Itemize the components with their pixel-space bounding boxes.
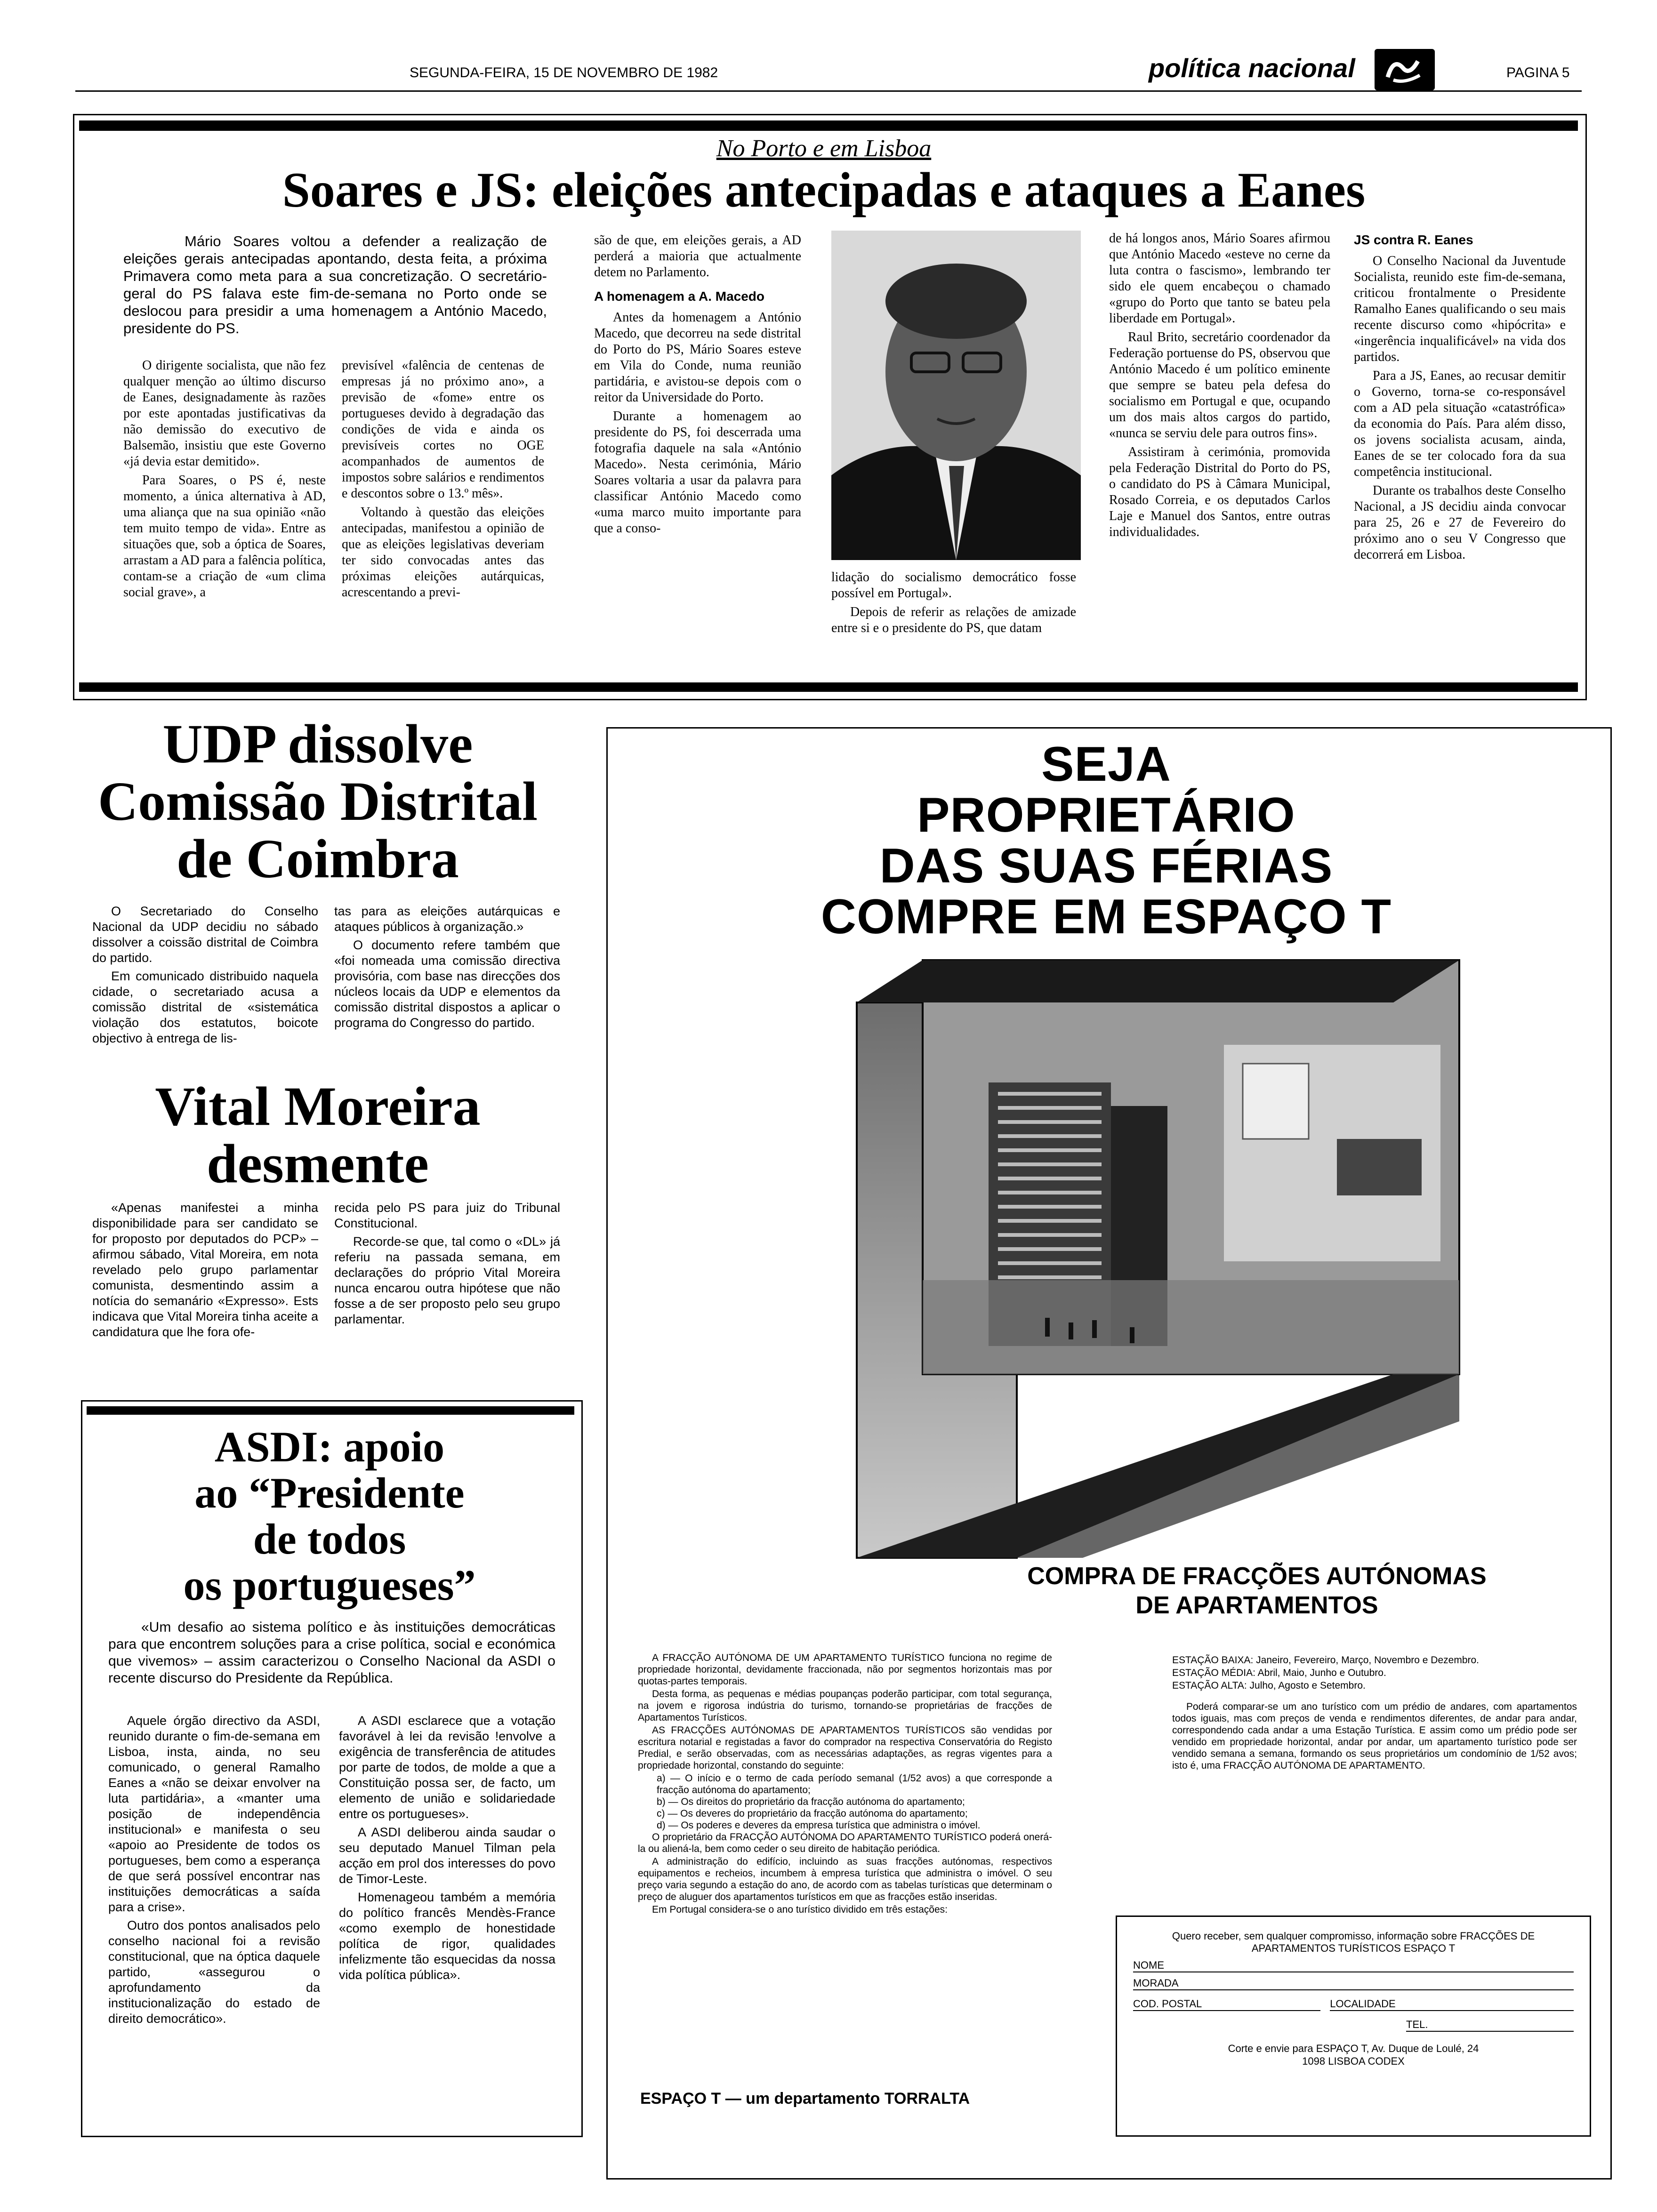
vital-column-2 — [334, 1200, 560, 1330]
article-column-3 — [594, 232, 801, 539]
ad-subtitle-line: DE APARTAMENTOS — [1135, 1592, 1378, 1619]
paragraph: AS FRACÇÕES AUTÓNOMAS DE APARTAMENTOS TURÍSTICOS são vendidas por escritura notarial e registadas a favor do comprador na respectiva Conservatória do Registo Predial, e serão observadas, com as necessárias adaptações, as regras vigentes para a propriedade horizontal, constando do seguinte: — [638, 1725, 1052, 1771]
paragraph: Em Portugal considera-se o ano turístico dividido em três estações: — [652, 1904, 948, 1915]
udp-headline — [61, 715, 574, 888]
page-number: PAGINA 5 — [1506, 65, 1570, 80]
season-item: ESTAÇÃO ALTA: Julho, Agosto e Setembro. — [1172, 1680, 1366, 1691]
ad-coupon — [1116, 1915, 1591, 2137]
issue-date: SEGUNDA-FEIRA, 15 DE NOVEMBRO DE 1982 — [410, 65, 718, 80]
list-item: d) — Os poderes e deveres da empresa turística que administra o imóvel. — [657, 1820, 981, 1831]
building-cube-illustration — [847, 951, 1469, 1563]
paragraph: tas para as eleições autárquicas e ataques públicos à organização.» — [334, 904, 560, 934]
paragraph: de há longos anos, Mário Soares afirmou que António Macedo «esteve no cerne da luta contra o fascismo», lembrando ter sido ele quem encabeçou o chamado «grupo do Porto que tanto se bateu pela liberdade em Portugal». — [1109, 231, 1330, 326]
paragraph: Durante os trabalhos deste Conselho Nacional, a JS decidiu ainda convocar para 25, 26 e 27 de Fevereiro do próximo ano o seu V Congresso que decorrerá em Lisboa. — [1354, 483, 1566, 562]
headline-line: desmente — [207, 1133, 429, 1194]
paragraph: Durante a homenagem ao presidente do PS, foi descerrada uma fotografia daquele na sala «António Macedo». Nesta cerimónia, Mário Soares voltaria a usar da palavra para classificar António Macedo como «uma marco muito importante para que a conso- — [594, 409, 801, 536]
headline-line: ao “Presidente — [194, 1469, 465, 1517]
paragraph: O proprietário da FRACÇÃO AUTÓNOMA DO APARTAMENTO TURÍSTICO poderá onerá-la ou aliená-la, bem como ceder o seu direito de habitação periódica. — [638, 1832, 1052, 1854]
field-label: COD. POSTAL — [1133, 1998, 1205, 2010]
paragraph: O Conselho Nacional da Juventude Socialista, reunido este fim-de-semana, criticou frontalmente o Presidente Ramalho Eanes qualificando o seu mais recente discurso como «hipócrita» e «ingerência inqualificável» na vida dos partidos. — [1354, 254, 1566, 364]
paragraph: A ASDI esclarece que a votação favorável à lei da revisão !envolve a exigência de transferência de atitudes por parte de todos, de molde a que a Constituição possa ser, de facto, um elemento de união e solidariedade entre os portugueses». — [339, 1714, 555, 1821]
headline-line: de Coimbra — [177, 828, 459, 890]
list-item: c) — Os deveres do proprietário da fracção autónoma do apartamento; — [657, 1808, 968, 1819]
vital-column-1 — [92, 1200, 318, 1343]
headline-line: ASDI: apoio — [214, 1423, 445, 1471]
article-column-1 — [123, 358, 326, 603]
asdi-lead: «Um desafio ao sistema político e às instituições democráticas para que encontrem soluções para a crise política, social e económica que vivemos» – assim caracterizou o Conselho Nacional da ASDI o recente discurso do Presidente da República. — [108, 1619, 555, 1686]
paragraph: recida pelo PS para juiz do Tribunal Constitucional. — [334, 1201, 560, 1230]
address-line: Corte e envie para ESPAÇO T, Av. Duque de Loulé, 24 — [1228, 2043, 1479, 2054]
field-label: MORADA — [1133, 1977, 1182, 1989]
paragraph: A administração do edifício, incluindo as suas fracções autónomas, respectivos equipamentos e recheios, incumbem à empresa turística que administra o imóvel. O seu preço varia segundo a estação do ano, de acordo com as tabelas turísticas que determinam o preço de aluguer dos apartamentos turísticos em que as fracções estão inseridas. — [638, 1856, 1052, 1902]
paragraph: Em comunicado distribuido naquela cidade, o secretariado acusa a comissão distrital de «sistemática violação dos estatutos, boicote objectivo à entrega de lis- — [92, 969, 318, 1045]
field-label: NOME — [1133, 1959, 1167, 1972]
article-column-4 — [831, 569, 1076, 639]
headline-line: UDP dissolve — [162, 713, 473, 775]
article-column-2 — [342, 358, 544, 603]
paragraph: Aquele órgão directivo da ASDI, reunido durante o fim-de-semana em Lisboa, insta, ainda, no seu comunicado, o general Ramalho Eanes a «não se deixar envolver na luta partidária», a «manter uma posição de independência institucional» e manifesta o seu «apoio ao Presidente de todos os portugueses, bem como a esperança de que será possível encontrar nas instituições democráticas a saída para a crise». — [108, 1714, 320, 1914]
season-item: ESTAÇÃO BAIXA: Janeiro, Fevereiro, Março, Novembro e Dezembro. — [1172, 1655, 1480, 1666]
paragraph: «Apenas manifestei a minha disponibilidade para ser candidato se for proposto por deputados do PCP» – afirmou sábado, Vital Moreira, em nota revelado pelo grupo parlamentar comunista, desmentindo assim a notícia do semanário «Expresso». Ests indicava que Vital Moreira tinha aceite a candidatura que lhe fora ofe- — [92, 1201, 318, 1339]
coupon-intro: Quero receber, sem qualquer compromisso, informação sobre FRACÇÕES DE APARTAMENTOS TURÍSTICOS ESPAÇO T — [1172, 1930, 1535, 1954]
paragraph: previsível «falência de centenas de empresas já no próximo ano», a previsão de «fome» entre os portugueses devido à degradação das condições de vida e ainda os previsíveis cortes no OGE acompanhados de aumentos de impostos sobre salários e rendimentos e descontos sobre o 13.º mês». — [342, 358, 544, 501]
subhead-js-eanes: JS contra R. Eanes — [1354, 232, 1473, 247]
address-line: 1098 LISBOA CODEX — [1302, 2055, 1405, 2067]
subhead-homenagem: A homenagem a A. Macedo — [594, 289, 765, 304]
section-title: política nacional — [1149, 53, 1355, 83]
paragraph: Para Soares, o PS é, neste momento, a única alternativa à AD, uma aliança que na sua opinião «não tem muito tempo de vida». Entre as situações que, sob a óptica de Soares, arrastam a AD para a falência política, contam-se a criação de «um clima social grave», a — [123, 473, 326, 600]
asdi-column-1 — [108, 1713, 320, 2029]
paragraph: lidação do socialismo democrático fosse possível em Portugal». — [831, 570, 1076, 601]
field-label: LOCALIDADE — [1330, 1998, 1398, 2010]
ad-subtitle-line: COMPRA DE FRACÇÕES AUTÓNOMAS — [1027, 1563, 1487, 1590]
ad-footer: ESPAÇO T — um departamento TORRALTA — [640, 2090, 970, 2108]
paragraph: O dirigente socialista, que não fez qualquer menção ao último discurso de Eanes, designadamente às razões por este apontadas justificativas da não demissão do executivo de Balsemão, insistiu que este Governo «já devia estar demitido». — [123, 358, 326, 469]
coupon-postal-field[interactable] — [1133, 1996, 1320, 2011]
coupon-locality-field[interactable] — [1330, 1996, 1574, 2011]
paragraph: são de que, em eleições gerais, a AD perderá a maioria que actualmente detem no Parlamento. — [594, 233, 801, 280]
udp-column-2 — [334, 904, 560, 1034]
paragraph: Recorde-se que, tal como o «DL» já referiu na passada semana, em declarações do próprio Vital Moreira nunca encarou outra hipótese que não fosse a de ser proposto pelo seu grupo parlamentar. — [334, 1234, 560, 1326]
ad-fine-print-right — [1172, 1654, 1577, 1772]
paragraph: Homenageou também a memória do político francês Mendès-France «como exemplo de honestidade política de rigor, qualidades infelizmente tão esquecidas da nossa vida política pública». — [339, 1890, 555, 1982]
paragraph: Poderá comparar-se um ano turístico com um prédio de andares, com apartamentos todos iguais, mas com preços de venda e rendimentos diferentes, de andar para andar, correspondendo cada andar a uma Estação Turística. E assim como um prédio pode ser vendido em propriedade horizontal, andar por andar, um apartamento turístico pode ser vendido semana a semana, formando os seus proprietários um condomínio de 1/52 avos; isto é, uma FRACÇÃO AUTÓNOMA DE APARTAMENTO. — [1172, 1701, 1577, 1771]
article-lead: Mário Soares voltou a defender a realização de eleições gerais antecipadas apontando, desta feita, a próxima Primavera como meta para a sua concretização. O secretário-geral do PS falava este fim-de-semana no Porto onde se deslocou para presidir a uma homenagem a António Macedo, presidente do PS. — [123, 233, 547, 337]
paragraph: Para a JS, Eanes, ao recusar demitir o Governo, torna-se co-responsável com a AD pela situação «catastrófica» da economia do País. Para além disso, os jovens socialista acusam, ainda, Eanes de se ter colocado fora da sua competência institucional. — [1354, 369, 1566, 479]
udp-column-1 — [92, 904, 318, 1049]
header-rule — [75, 90, 1582, 92]
coupon-phone-field[interactable] — [1406, 2017, 1574, 2032]
paragraph: Assistiram à cerimónia, promovida pela Federação Distrital do Porto do PS, o candidato do PS à Câmara Municipal, Rosado Correia, e os deputados Carlos Laje e Manuel dos Santos, entre outras individualidades. — [1109, 445, 1330, 539]
ad-title — [612, 739, 1601, 942]
coupon-address — [1133, 2042, 1574, 2068]
paragraph: Antes da homenagem a António Macedo, que decorreu na sede distrital do Porto do PS, Mário Soares esteve em Vila do Conde, numa reunião partidária, e avistou-se depois com o reitor da Universidade do Porto. — [594, 310, 801, 405]
ad-title-line: PROPRIETÁRIO — [917, 788, 1295, 842]
ad-subtitle — [979, 1562, 1535, 1620]
paragraph: A FRACÇÃO AUTÓNOMA DE UM APARTAMENTO TURÍSTICO funciona no regime de propriedade horizontal, devidamente fraccionada, não por segmentos horizontais mas por quotas-partes temporais. — [638, 1652, 1052, 1687]
headline-line: Comissão Distrital — [97, 770, 538, 832]
vital-headline — [61, 1075, 574, 1194]
coupon-name-field[interactable] — [1133, 1957, 1574, 1972]
list-item: a) — O início e o termo de cada período semanal (1/52 avos) a que corresponde a fracção autónoma do apartamento; — [657, 1773, 1052, 1795]
season-item: ESTAÇÃO MÉDIA: Abril, Maio, Junho e Outubro. — [1172, 1667, 1386, 1678]
portrait-photo — [831, 231, 1081, 560]
article-column-5 — [1109, 231, 1330, 543]
article-headline: Soares e JS: eleições antecipadas e ataques a Eanes — [282, 162, 1366, 217]
article-column-6 — [1354, 232, 1566, 566]
newspaper-logo-icon — [1375, 49, 1435, 90]
headline-line: de todos — [253, 1515, 406, 1563]
paragraph: Raul Brito, secretário coordenador da Federação portuense do PS, observou que António Macedo é um político eminente que sempre se bateu pela defesa do socialismo em Portugal e que, ocupando um dos mais altos cargos do partido, «nunca se serviu dele para outros fins». — [1109, 330, 1330, 441]
paragraph: A ASDI deliberou ainda saudar o seu deputado Manuel Tilman pela acção em prol dos interesses do povo de Timor-Leste. — [339, 1825, 555, 1886]
ad-title-line: DAS SUAS FÉRIAS — [879, 839, 1333, 893]
paragraph: Desta forma, as pequenas e médias poupanças poderão participar, com total segurança, na jovem e rigorosa indústria do turismo, tornando-se proprietárias de fracções de Apartamentos Turísticos. — [638, 1689, 1052, 1723]
ad-fine-print-left — [638, 1652, 1052, 1916]
asdi-column-2 — [339, 1713, 555, 1986]
headline-line: Vital Moreira — [155, 1075, 481, 1137]
paragraph: O documento refere também que «foi nomeada uma comissão directiva provisória, com base nas direcções dos núcleos locais da UDP e elementos da comissão distrital dispostos a aplicar o programa do Congresso do partido. — [334, 938, 560, 1030]
paragraph: Voltando à questão das eleições antecipadas, manifestou a opinião de que as eleições legislativas deveriam ter sido convocadas antes das próximas eleições autárquicas, acrescentando a previ- — [342, 505, 544, 600]
coupon-address-field[interactable] — [1133, 1975, 1574, 1990]
article-kicker: No Porto e em Lisboa — [716, 135, 932, 162]
headline-line: os portugueses” — [183, 1561, 476, 1609]
asdi-top-bar — [87, 1406, 574, 1415]
paragraph: Outro dos pontos analisados pelo conselho nacional foi a revisão constitucional, que na óptica daquele partido, «assegurou o aprofundamento da institucionalização do estado de direito democrático». — [108, 1918, 320, 2026]
ad-title-line: SEJA — [1041, 737, 1171, 792]
field-label: TEL. — [1406, 2019, 1431, 2031]
paragraph: Depois de referir as relações de amizade entre si e o presidente do PS, que datam — [831, 605, 1076, 635]
article-bottom-bar — [79, 682, 1578, 692]
paragraph: O Secretariado do Conselho Nacional da UDP decidiu no sábado dissolver a coissão distrital de Coimbra do partido. — [92, 904, 318, 965]
asdi-headline — [89, 1424, 570, 1608]
ad-title-line: COMPRE EM ESPAÇO T — [820, 890, 1392, 944]
article-top-bar — [79, 120, 1578, 131]
list-item: b) — Os direitos do proprietário da fracção autónoma do apartamento; — [657, 1796, 965, 1807]
